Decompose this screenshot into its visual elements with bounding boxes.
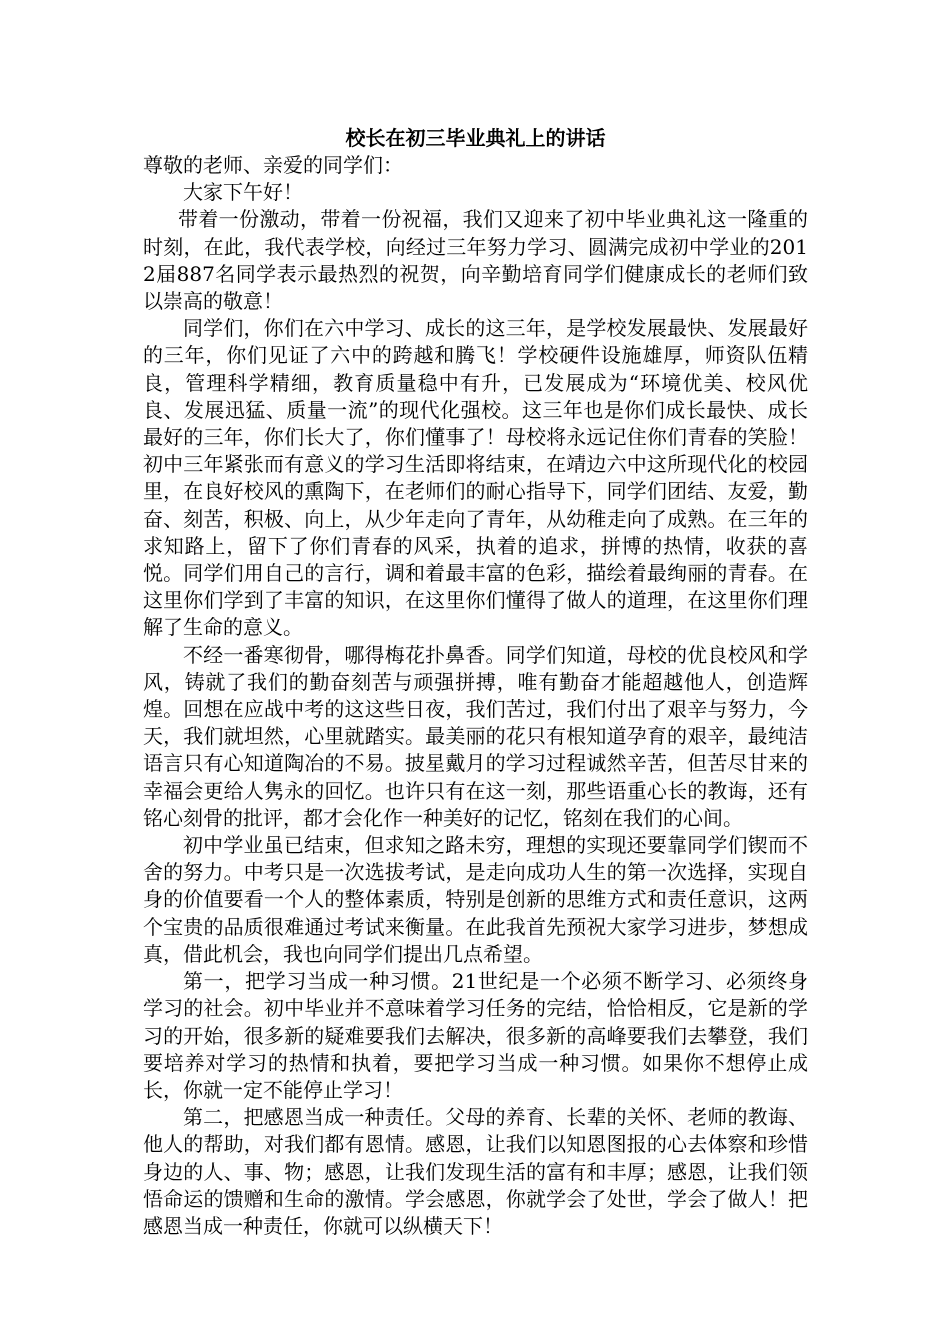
paragraph-hopes: 初中学业虽已结束，但求知之路未穷，理想的实现还要靠同学们锲而不舍的努力。中考只是一次选拔考试，是走向成功人生的第一次选择，实现自身的价值要看一个人的整体素质，特别是创新的思维方式和责任意识，这两个宝贵的品质很难通过考试来衡量。在此我首先预祝大家学习进步，梦想成真，借此机会，我也向同学们提出几点希望。: [143, 833, 808, 966]
document-page: [143, 124, 808, 1240]
paragraph-opening: 带着一份激动，带着一份祝福，我们又迎来了初中毕业典礼这一隆重的时刻，在此，我代表学校，向经过三年努力学习、圆满完成初中学业的2012届887名同学表示最热烈的祝贺，向辛勤培育同学们健康成长的老师们致以崇高的敬意！: [143, 207, 808, 314]
paragraph-second-point: 第二，把感恩当成一种责任。父母的养育、长辈的关怀、老师的教诲、他人的帮助，对我们都有恩情。感恩，让我们以知恩图报的心去体察和珍惜身边的人、事、物；感恩，让我们发现生活的富有和丰厚；感恩，让我们领悟命运的馈赠和生命的激情。学会感恩，你就学会了处世，学会了做人！把感恩当成一种责任，你就可以纵横天下！: [143, 1105, 808, 1238]
document-title: 校长在初三毕业典礼上的讲话: [345, 126, 606, 150]
salutation: 尊敬的老师、亲爱的同学们：: [143, 153, 403, 177]
paragraph-greeting: 大家下午好！: [183, 180, 303, 205]
paragraph-first-point: 第一，把学习当成一种习惯。21世纪是一个必须不断学习、必须终身学习的社会。初中毕业并不意味着学习任务的完结，恰恰相反，它是新的学习的开始，很多新的疑难要我们去解决，很多新的高峰要我们去攀登，我们要培养对学习的热情和执着，要把学习当成一种习惯。如果你不想停止成长，你就一定不能停止学习！: [143, 969, 808, 1102]
paragraph-three-years: 同学们，你们在六中学习、成长的这三年，是学校发展最快、发展最好的三年，你们见证了六中的跨越和腾飞！学校硬件设施雄厚，师资队伍精良，管理科学精细，教育质量稳中有升，已发展成为“环境优美、校风优良、发展迅猛、质量一流”的现代化强校。这三年也是你们成长最快、成长最好的三年，你们长大了，你们懂事了！母校将永远记住你们青春的笑脸！初中三年紧张而有意义的学习生活即将结束，在靖边六中这所现代化的校园里，在良好校风的熏陶下，在老师们的耐心指导下，同学们团结、友爱，勤奋、刻苦，积极、向上，从少年走向了青年，从幼稚走向了成熟。在三年的求知路上，留下了你们青春的风采，执着的追求，拼博的热情，收获的喜悦。同学们用自己的言行，调和着最丰富的色彩，描绘着最绚丽的青春。在这里你们学到了丰富的知识，在这里你们懂得了做人的道理，在这里你们理解了生命的意义。: [143, 316, 808, 640]
paragraph-hard-work: 不经一番寒彻骨，哪得梅花扑鼻香。同学们知道，母校的优良校风和学风，铸就了我们的勤奋刻苦与顽强拼搏，唯有勤奋才能超越他人，创造辉煌。回想在应战中考的这这些日夜，我们苦过，我们付出了艰辛与努力，今天，我们就坦然，心里就踏实。最美丽的花只有根知道孕育的艰辛，最纯洁语言只有心知道陶冶的不易。披星戴月的学习过程诚然辛苦，但苦尽甘来的幸福会更给人隽永的回忆。也许只有在这一刻，那些语重心长的教诲，还有铭心刻骨的批评，都才会化作一种美好的记忆，铭刻在我们的心间。: [143, 642, 808, 830]
